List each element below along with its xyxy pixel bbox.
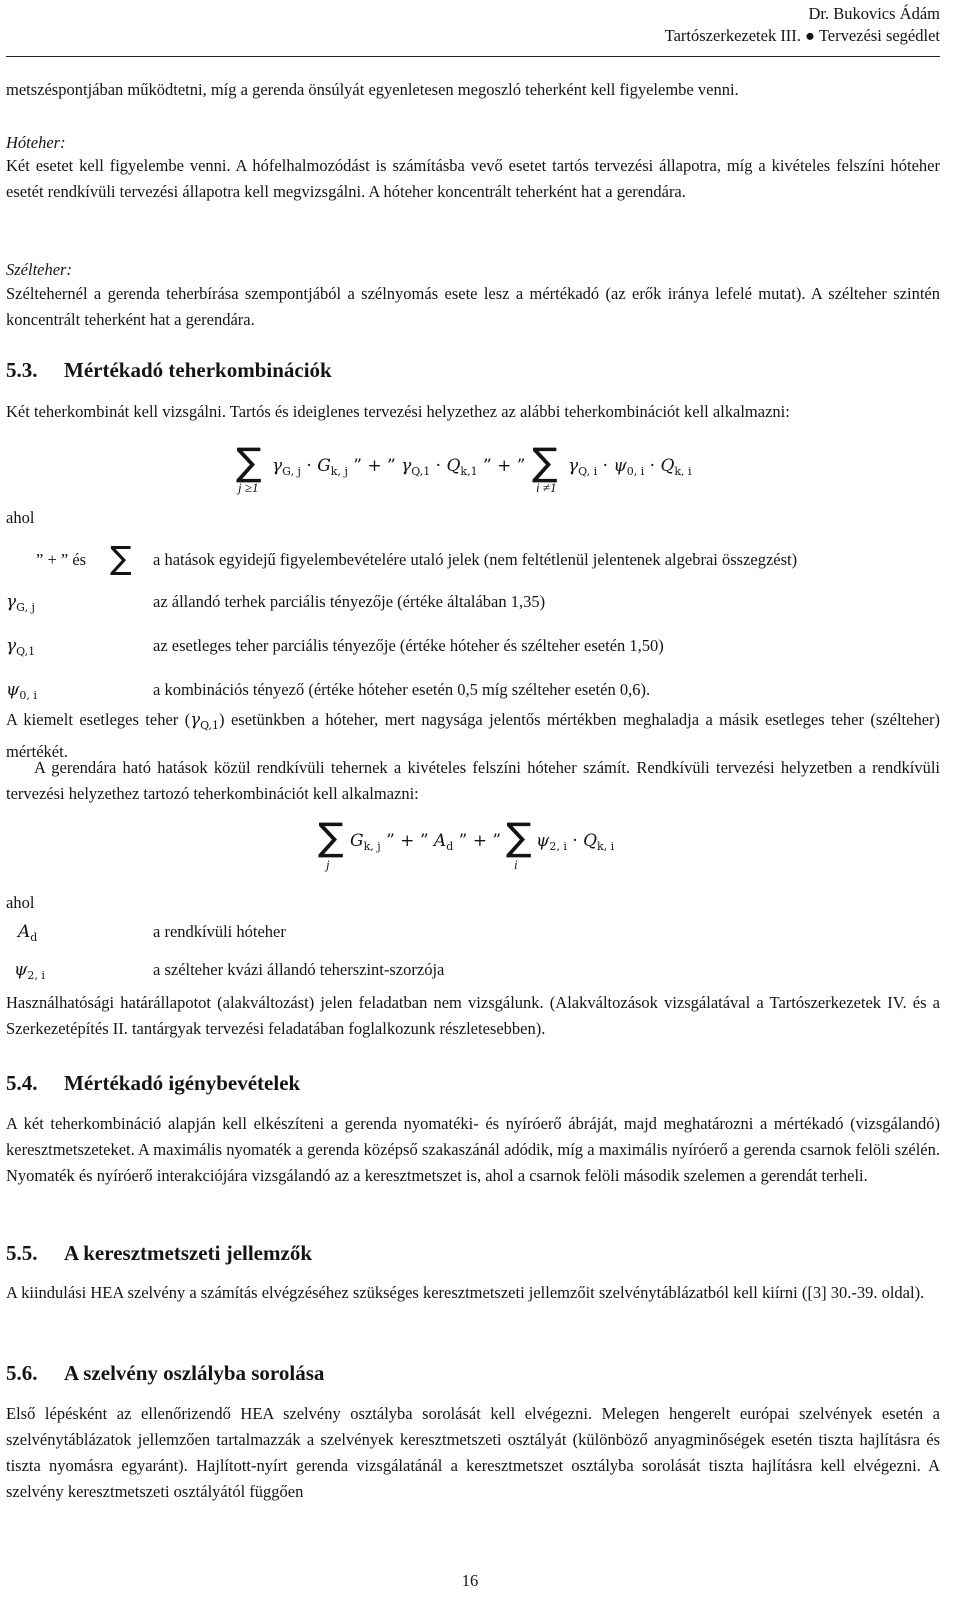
section-number: 5.6. <box>6 1361 38 1385</box>
s53-paragraph-4: Használhatósági határállapotot (alakváltozást) jelen feladatban nem vizsgálunk. (Alakváltozások vizsgálatával a Tartószerkezetek IV. és a Szerkezetépítés II. tantárgyak tervezési feladatában foglalkozunk részletesebben). <box>6 993 940 1038</box>
s55-paragraph: A kiindulási HEA szelvény a számítás elvégzéséhez szükséges keresztmetszeti jellemzőit szelvénytáblázatból kell kiírni ([3] 30.-39. oldal). <box>6 1283 925 1302</box>
section-title: A keresztmetszeti jellemzők <box>64 1241 313 1265</box>
definition-text: az esetleges teher parciális tényezője (értéke hóteher és szélteher esetén 1,50) <box>153 636 664 655</box>
header-course: Tartószerkezetek III. ● Tervezési segédlet <box>664 26 940 45</box>
section-title: Mértékadó igénybevételek <box>64 1071 301 1095</box>
s54-paragraph: A két teherkombináció alapján kell elkészíteni a gerenda nyomatéki- és nyíróerő ábráját, majd meghatározni a mértékadó (vizsgálandó) keresztmetszeteket. A maximális nyomaték a gerenda középső szakaszánál adódik, míg a maximális nyíróerő a gerenda csarnok felöli szélén. Nyomaték és nyíróerő interakciójára vizsgálandó az a keresztmetszet is, ahol a csarnok felöli második szelemen a gerendát terheli. <box>6 1114 940 1185</box>
section-number: 5.4. <box>6 1071 38 1095</box>
definition-text: a rendkívüli hóteher <box>153 922 286 941</box>
definition-text: a hatások egyidejű figyelembevételére utaló jelek (nem feltétlenül jelentenek algebrai összegzést) <box>153 550 798 569</box>
section-5-5-heading <box>6 1240 312 1266</box>
page-number: 16 <box>461 1571 479 1590</box>
section-5-3-heading <box>6 357 332 383</box>
header-rule <box>6 56 940 57</box>
snow-text: Két esetet kell figyelembe venni. A hófelhalmozódást is számításba vevő esetet tartós tervezési állapotra, míg a kivételes felszíni hóteher esetét rendkívüli tervezési állapotra kell megvizsgálni. A hóteher koncentrált teherként hat a gerendára. <box>6 156 940 201</box>
sum-symbol: ∑ <box>110 539 132 577</box>
ahol-label: ahol <box>6 508 35 527</box>
intro-line: metszéspontjában működtetni, míg a gerenda önsúlyát egyenletesen megoszló teherként kell figyelembe venni. <box>6 80 739 99</box>
s53-paragraph-1: Két teherkombinát kell vizsgálni. Tartós és ideiglenes tervezési helyzethez az alábbi teherkombinációt kell alkalmazni: <box>6 402 790 421</box>
formula-1-first-term: $\gamma_{G, j} \cdot G_{k, j}$ ” + ” $\gamma_{Q,1} \cdot Q_{k,1}$ ” + ” <box>272 456 526 478</box>
definition-text: a kombinációs tényező (értéke hóteher esetén 0,5 míg szélteher esetén 0,6). <box>153 680 651 699</box>
sum-symbol: ∑ <box>318 815 344 859</box>
definition-text: a szélteher kvázi állandó teherszint-szorzója <box>153 960 445 979</box>
formula-1-second-term: $\gamma_{Q, i} \cdot \psi_{0, i} \cdot Q_{k, i}$ <box>568 456 692 478</box>
definition-symbol: $\gamma_{Q,1}$ <box>6 636 36 658</box>
section-number: 5.3. <box>6 358 38 382</box>
section-title: Mértékadó teherkombinációk <box>64 358 332 382</box>
definition-symbol: $\psi_{0, i}$ <box>6 680 37 702</box>
definition-text: az állandó terhek parciális tényezője (értéke általában 1,35) <box>153 592 546 611</box>
section-number: 5.5. <box>6 1241 38 1265</box>
definition-symbol: $A_d$ <box>18 922 38 944</box>
s53-paragraph-2: A kiemelt esetleges teher $(\gamma_{Q,1})$ esetünkben a hóteher, mert nagysága jelentős mértékben meghaladja a másik esetleges teher (szélteher) mértékét. <box>6 710 941 761</box>
s53-paragraph-3: A gerendára ható hatások közül rendkívüli tehernek a kivételes felszíni hóteher számít. Rendkívüli tervezési helyzetben a rendkívüli tervezési helyzethez tartozó teherkombinációt kell alkalmazni: <box>6 758 940 803</box>
ahol-label: ahol <box>6 893 35 912</box>
formula-2-second-term: $\psi_{2, i} \cdot Q_{k, i}$ <box>536 831 615 853</box>
sum-limit: j <box>326 857 330 872</box>
section-title: A szelvény oszlályba sorolása <box>64 1361 325 1385</box>
sum-symbol: ∑ <box>532 440 558 484</box>
snow-label: Hóteher: <box>6 133 66 152</box>
section-5-6-heading <box>6 1360 324 1386</box>
s56-paragraph: Első lépésként az ellenőrizendő HEA szelvény osztályba sorolását kell elvégezni. Melegen hengerelt európai szelvények esetén a szelvénytáblázatok jellemzően tartalmazzák a szelvények keresztmetszeti osztályát (különböző anyagminőségek esetén tiszta hajlításra és tiszta nyomásra egyaránt). Hajlított-nyírt gerenda vizsgálatánál a keresztmetszet osztályba sorolását tiszta hajlításra kell elvégezni. A szelvény keresztmetszeti osztályától függően <box>6 1404 940 1501</box>
header-author: Dr. Bukovics Ádám <box>808 4 940 23</box>
formula-2-first-term: $G_{k, j}$ ” + ” $A_d$ ” + ” <box>350 831 502 853</box>
sum-limit: i ≠1 <box>536 480 557 495</box>
wind-text: Széltehernél a gerenda teherbírása szempontjából a szélnyomás esete lesz a mértékadó (az erők iránya lefelé mutat). A szélteher szintén koncentrált teherként hat a gerendára. <box>6 284 940 329</box>
definition-symbol: ” + ” és <box>36 550 87 569</box>
sum-limit: i <box>514 857 518 872</box>
wind-label: Szélteher: <box>6 260 72 279</box>
definition-symbol: $\psi_{2, i}$ <box>14 960 45 982</box>
sum-symbol: ∑ <box>506 815 532 859</box>
definition-symbol: $\gamma_{G, j}$ <box>6 592 35 614</box>
section-5-4-heading <box>6 1070 300 1096</box>
sum-symbol: ∑ <box>236 440 262 484</box>
sum-limit: j ≥1 <box>238 480 259 495</box>
